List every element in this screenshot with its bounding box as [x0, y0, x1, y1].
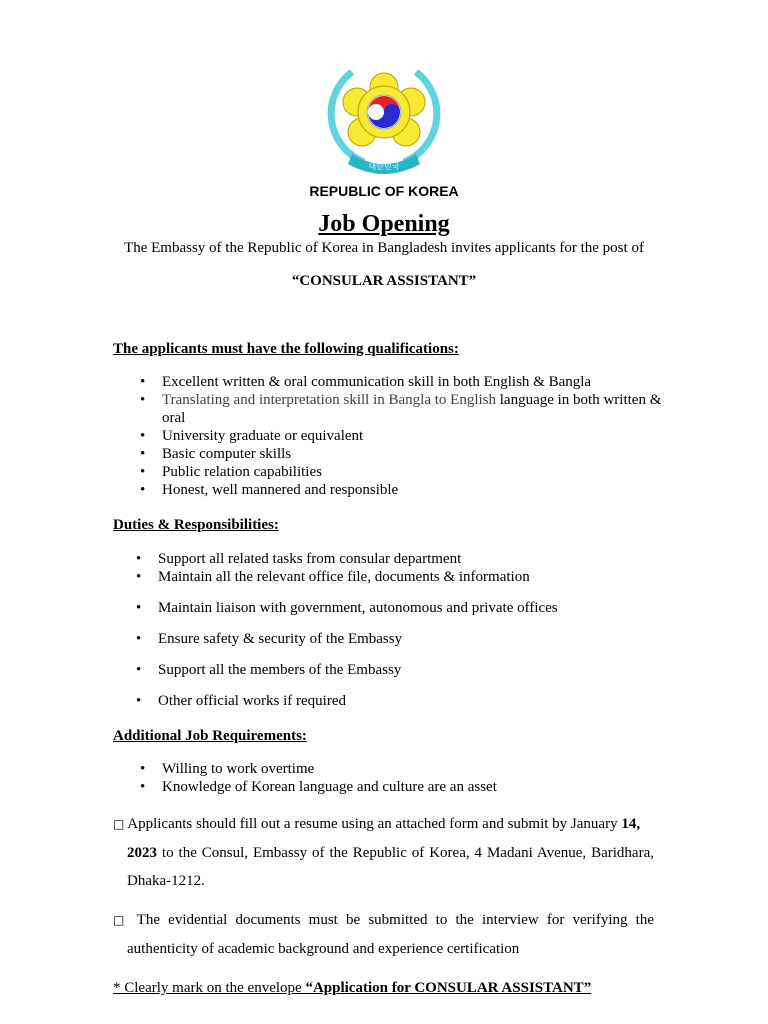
bullet-icon: •	[140, 779, 146, 795]
intro-text: The Embassy of the Republic of Korea in Bangladesh invites applicants for the post of	[124, 240, 644, 256]
bullet-icon: •	[136, 631, 142, 647]
bullet-icon: •	[136, 600, 142, 616]
bullet-icon: •	[140, 761, 146, 777]
bullet-icon: •	[140, 374, 146, 390]
additional-list	[140, 760, 662, 796]
submission-paragraph: □ Applicants should fill out a resume using an attached form and submit by January 14, 2023 to the Consul, Embassy of the Republic of Korea, 4 Madani Avenue, Baridhara, Dhaka-1212.	[113, 816, 654, 889]
additional-heading: Additional Job Requirements:	[113, 728, 307, 744]
list-item: • Ensure safety & security of the Embassy	[136, 631, 403, 647]
list-item: • Excellent written & oral communication skill in both English & Bangla	[140, 374, 592, 390]
list-item: • University graduate or equivalent	[140, 428, 364, 444]
bullet-icon: •	[140, 482, 146, 498]
duties-list	[136, 550, 658, 710]
bullet-icon: •	[136, 662, 142, 678]
list-item: • Willing to work overtime	[140, 761, 315, 777]
list-item: • Public relation capabilities	[140, 464, 322, 480]
qualifications-heading: The applicants must have the following qualifications:	[113, 341, 459, 357]
bullet-icon: •	[140, 446, 146, 462]
list-item: • Maintain all the relevant office file, documents & information	[136, 569, 530, 585]
qualifications-list	[140, 373, 662, 499]
svg-text:대한민국: 대한민국	[368, 162, 400, 171]
envelope-note: * Clearly mark on the envelope “Application for CONSULAR ASSISTANT”	[113, 980, 592, 996]
embassy-logo	[306, 62, 462, 202]
checkbox-icon: □	[113, 913, 129, 927]
list-item: • Translating and interpretation skill in Bangla to English language in both written & oral	[140, 392, 662, 426]
bullet-icon: •	[136, 569, 142, 585]
page-title: Job Opening	[318, 211, 450, 237]
duties-heading: Duties & Responsibilities:	[113, 517, 279, 533]
list-item: • Basic computer skills	[140, 446, 292, 462]
country-name: REPUBLIC OF KOREA	[309, 183, 459, 199]
post-title: “CONSULAR ASSISTANT”	[291, 273, 477, 289]
list-item: • Honest, well mannered and responsible	[140, 482, 399, 498]
korea-emblem-icon	[324, 62, 444, 180]
bullet-icon: •	[140, 428, 146, 444]
bullet-icon: •	[136, 551, 142, 567]
documents-paragraph: □ The evidential documents must be submitted to the interview for verifying the authenticity of academic background and experience certification	[113, 912, 654, 957]
list-item: • Other official works if required	[136, 693, 346, 709]
bullet-icon: •	[136, 693, 142, 709]
bullet-icon: •	[140, 464, 146, 480]
checkbox-icon: □	[113, 817, 125, 831]
list-item: • Support all the members of the Embassy	[136, 662, 402, 678]
list-item: • Support all related tasks from consular department	[136, 551, 462, 567]
list-item: • Maintain liaison with government, autonomous and private offices	[136, 600, 558, 616]
list-item: • Knowledge of Korean language and culture are an asset	[140, 779, 497, 795]
bullet-icon: •	[140, 392, 146, 408]
